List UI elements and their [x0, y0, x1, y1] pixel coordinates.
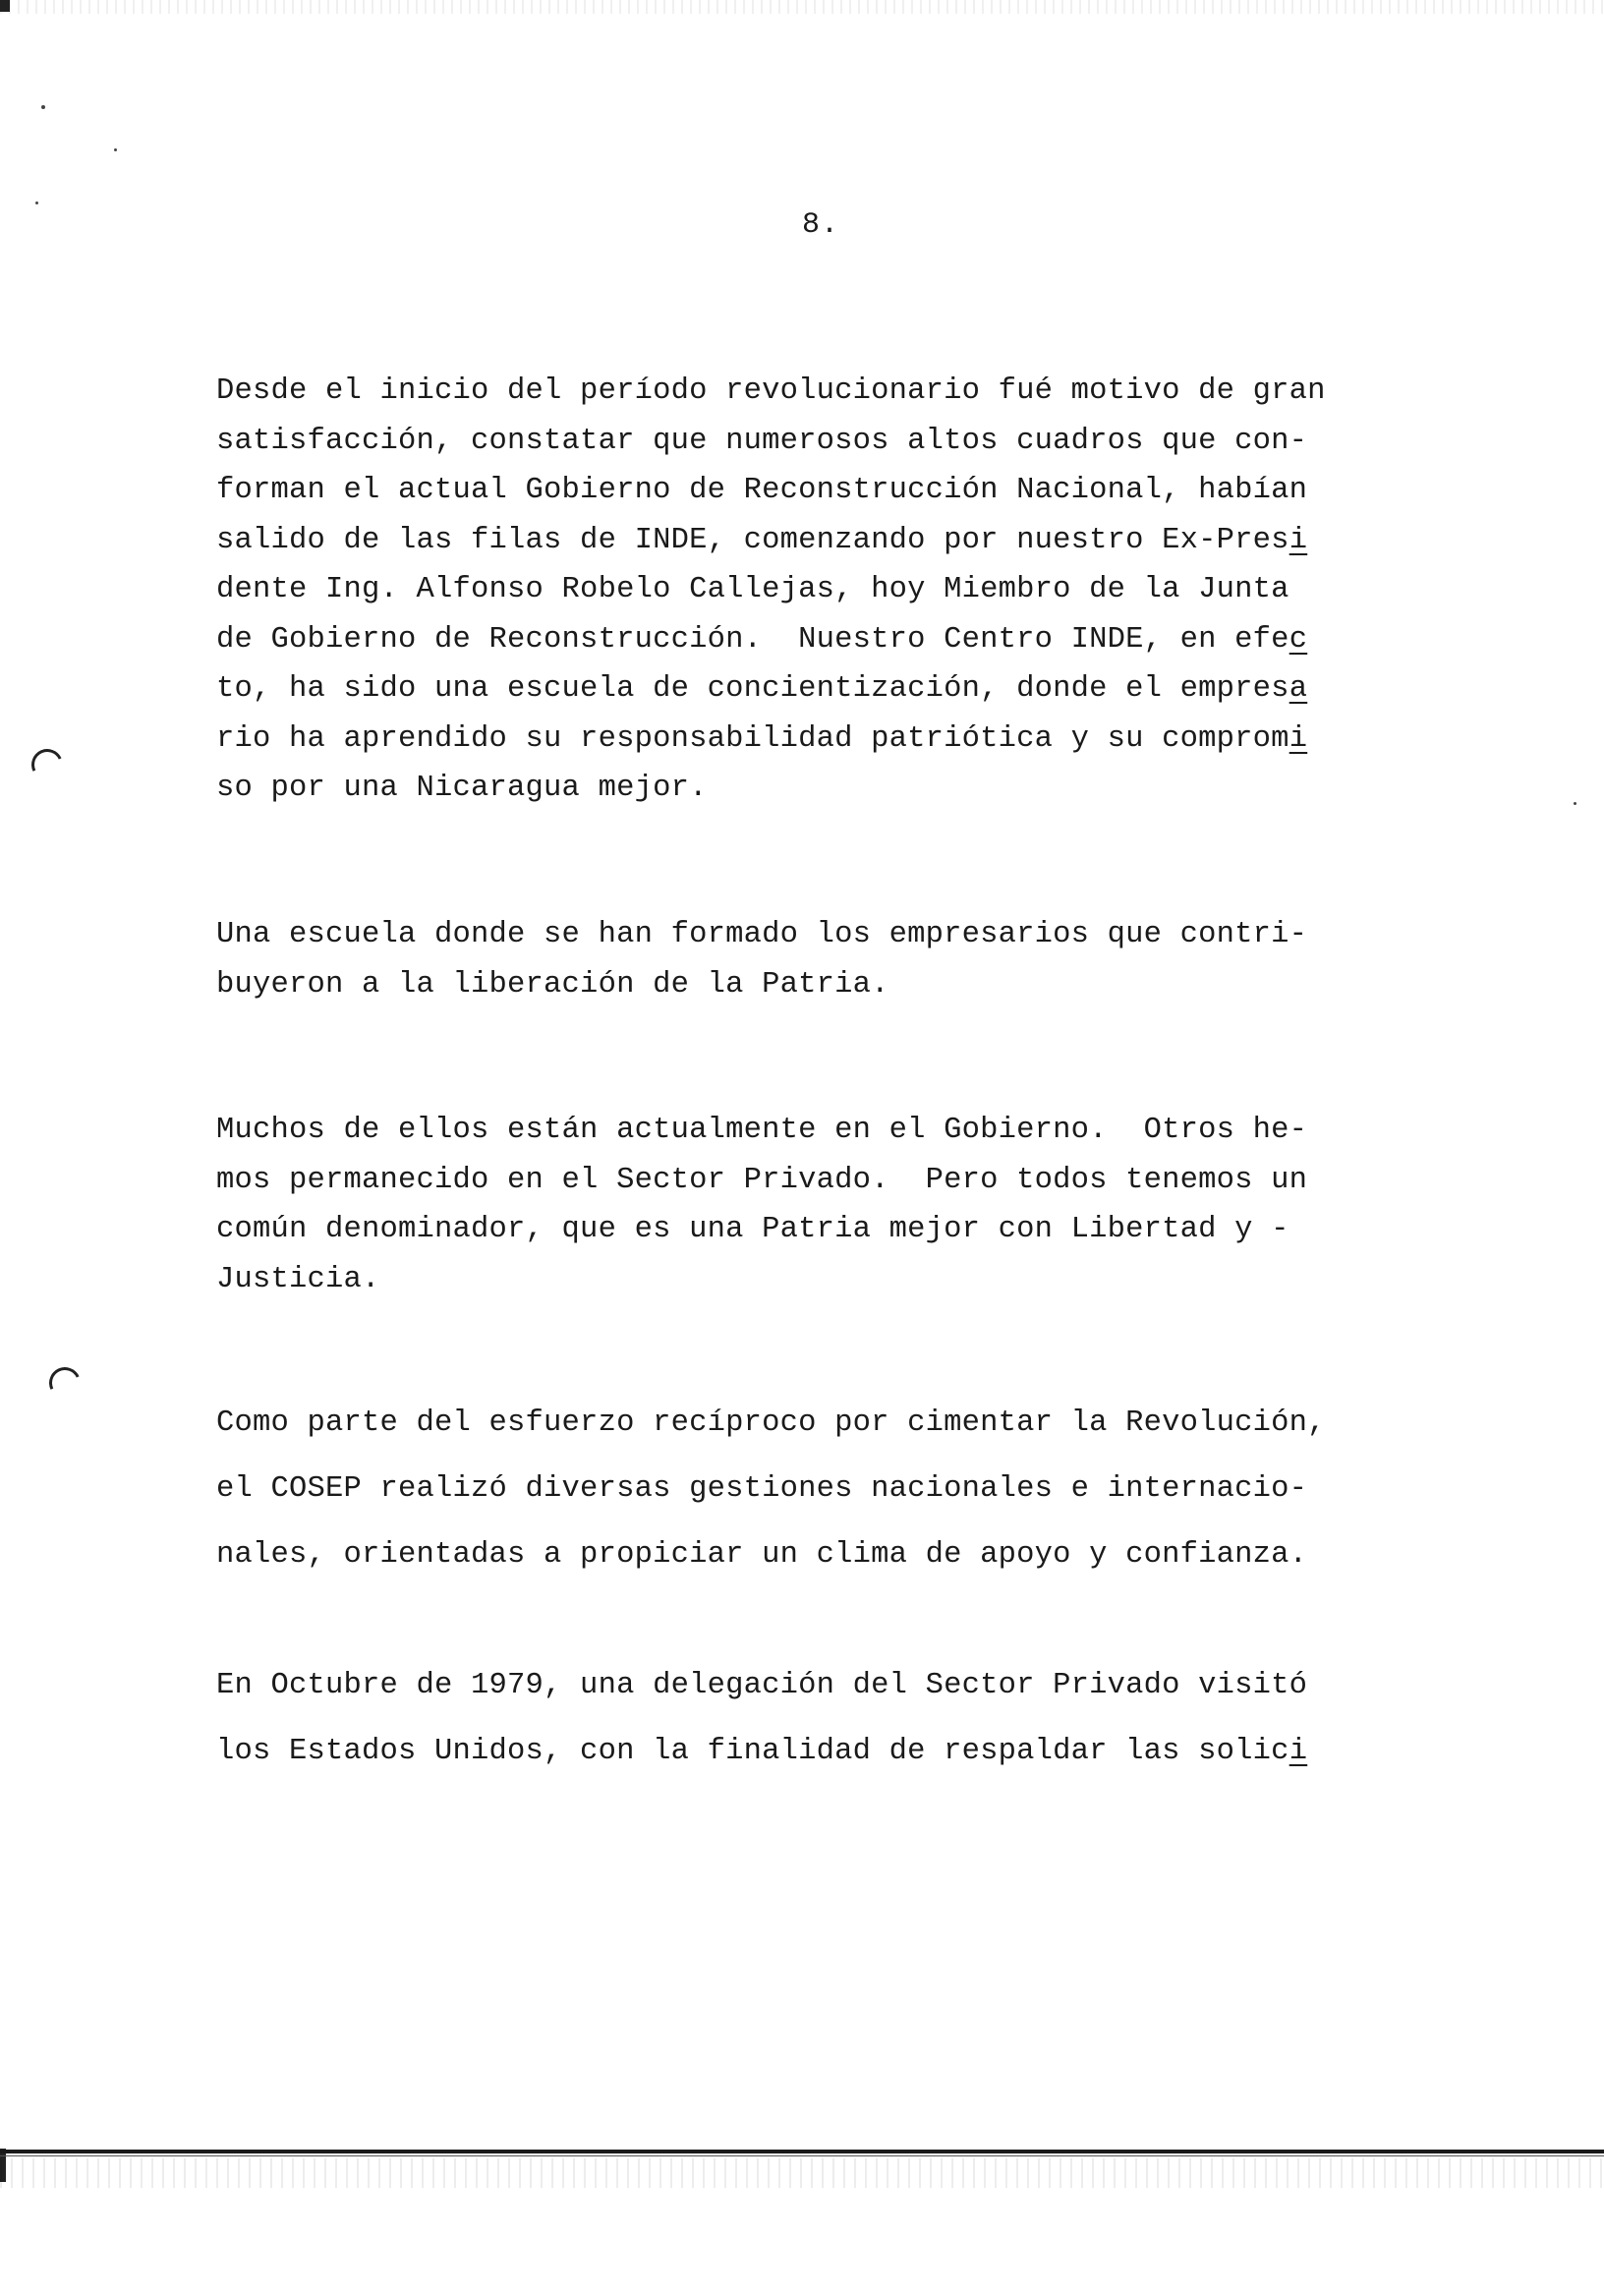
text-line: buyeron a la liberación de la Patria. — [216, 967, 889, 1002]
text-line: Muchos de ellos están actualmente en el Gobierno. Otros he- — [216, 1114, 1308, 1147]
text-line: Desde el inicio del período revolucionario fué motivo de gran — [216, 374, 1326, 408]
text-line: so por una Nicaragua mejor. — [216, 772, 708, 805]
paragraph-1 — [216, 367, 1425, 814]
text-line: to, ha sido una escuela de concientización, donde el empresa — [216, 672, 1308, 706]
paragraph-3 — [216, 1106, 1425, 1304]
scan-speck — [35, 201, 38, 204]
text-line: dente Ing. Alfonso Robelo Callejas, hoy Miembro de la Junta — [216, 573, 1289, 606]
page-number: 8. — [802, 208, 840, 242]
text-line: Justicia. — [216, 1262, 380, 1296]
text-line: mos permanecido en el Sector Privado. Pero todos tenemos un — [216, 1163, 1308, 1197]
text-line: el COSEP realizó diversas gestiones nacionales e internacio- — [216, 1472, 1308, 1506]
punch-hole-mark-upper — [27, 744, 67, 784]
text-line: rio ha aprendido su responsabilidad patriótica y su compromi — [216, 721, 1308, 756]
text-line: En Octubre de 1979, una delegación del Sector Privado visitó — [216, 1669, 1308, 1702]
text-line: satisfacción, constatar que numerosos altos cuadros que con- — [216, 424, 1308, 458]
paragraph-2 — [216, 910, 1425, 1009]
scan-speck — [114, 148, 117, 151]
text-line: de Gobierno de Reconstrucción. Nuestro Centro INDE, en efec — [216, 622, 1308, 657]
text-line: Una escuela donde se han formado los empresarios que contri- — [216, 918, 1308, 951]
text-line: forman el actual Gobierno de Reconstrucción Nacional, habían — [216, 474, 1308, 507]
text-line: Como parte del esfuerzo recíproco por cimentar la Revolución, — [216, 1406, 1326, 1440]
scan-speck — [41, 105, 45, 109]
punch-hole-mark-lower — [44, 1362, 85, 1403]
scan-bottom-rule-thin — [0, 2155, 1604, 2156]
scan-bottom-rule — [0, 2150, 1604, 2153]
scan-top-edge — [0, 0, 1604, 14]
paragraph-4 — [216, 1391, 1425, 1588]
text-line: nales, orientadas a propiciar un clima de apoyo y confianza. — [216, 1538, 1308, 1572]
scan-bottom-edge — [0, 2158, 1604, 2188]
text-line: común denominador, que es una Patria mejor con Libertad y - — [216, 1213, 1289, 1246]
scan-speck — [1574, 802, 1576, 805]
text-line: salido de las filas de INDE, comenzando por nuestro Ex-Presi — [216, 523, 1308, 557]
scan-corner-mark — [0, 0, 10, 12]
paragraph-5 — [216, 1653, 1425, 1785]
text-line: los Estados Unidos, con la finalidad de respaldar las solici — [216, 1735, 1308, 1768]
